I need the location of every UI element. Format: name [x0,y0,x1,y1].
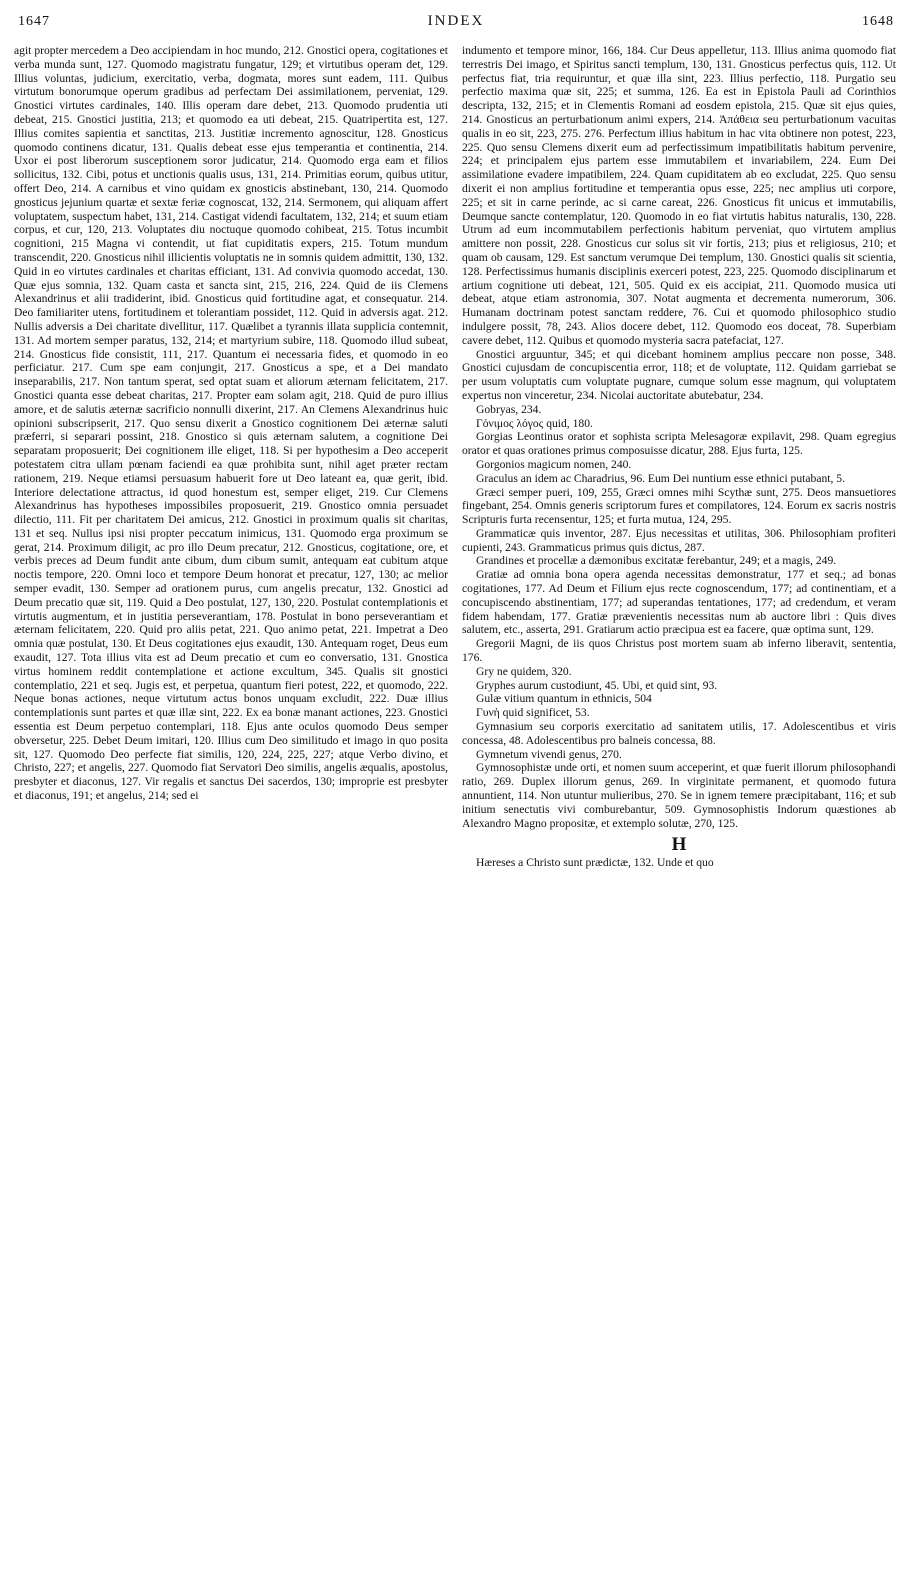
index-entry: Gymnosophistæ unde orti, et nomen suum acceperint, et quæ fuerit illorum philosophandi ratio, 269. Duplex illorum genus, 269. In virginitate permanent, et quomodo futura annuntient, 114. Non utuntur mulieribus, 270. Se in ignem temere præcipitabant, 116; et sub initium senectutis vivi comburebantur, 509. Gymnosophistis Indorum quæstiones ab Alexandro Magno propositæ, et extemplo solutæ, 270, 125. [462,761,896,830]
page-number-right: 1648 [862,14,894,29]
index-entry: Gulæ vitium quantum in ethnicis, 504 [476,692,652,706]
index-entry: Gobryas, 234. [476,402,542,416]
index-entry: Gorgonios magicum nomen, 240. [476,457,632,471]
index-entry: Gorgias Leontinus orator et sophista scripta Melesagoræ expilavit, 298. Quam egregius orator et quas orationes primus composuisse dicatur, 288. Ejus furta, 125. [462,430,896,458]
index-entry: indumento et tempore minor, 166, 184. Cur Deus appelletur, 113. Illius anima quomodo fiat terrestris Dei imago, et Spiritus sancti templum, 130, 131. Gnosticus perfectus quis, 112. Ut perfectus fiat, tria requiruntur, et quæ illa sint, 223. Illius perfectio, 118. Purgatio seu perfectio maxima quæ sit, 225; et summa, 126. Ea est in Epistola Pauli ad Corinthios descripta, 132, 215; et in Clementis Romani ad eosdem epistola, 215. Quæ sit ejus quies, 214. Gnosticus an perturbationum animi expers, 214. Ἀπάθεια seu perturbationum vacuitas qualis in eo sit, 223, 275. 276. Perfectum illius habitum in hac vita obtinere non potest, 223, 225. Quo sensu Clemens dixerit eum ad perfectissimum impatibilitatis habitum pervenire, 224; et principalem ejus partem esse immutabilem et invariabilem, 224. Eum Dei assimilatione evadere impatibilem, 224. Quam cupiditatem ab eo excludat, 225. Quo sensu dixerit ei non amplius fortitudine et temperantia opus esse, 225; nec amplius uti corpore, 225; et sit in carne perinde, ac si carne careat, 226. Gnosticus fit unicus et immutabilis, Deumque sancte contemplatur, 120. Quomodo in eo fiat virtutis habitus naturalis, 130, 228. Utrum ad eum incommutabilem perfectionis habitum perveniat, quo virtutem amplius amittere non possit, 228. Gnosticus cur solus sit vir fortis, 213; pius et religiosus, 210; et quam ob causam, 129. Est sanctum verumque Dei templum, 130. Gnostici qualis sit scientia, 128. Perfectissimus humanis disciplinis exerceri potest, 223, 225. Quomodo disciplinarum et artium cognitione uti debeat, 121, 505. Quid ex eis accipiat, 211. Quomodo musica uti debeat, atque etiam astronomia, 307. Notat augmenta et decrementa numerorum, 306. Humanam doctrinam potest sanctam reddere, 76. Cui et quomodo philosophico studio indulgere possit, 78, 243. Alios docere debet, 112. Quomodo eos doceat, 78. Superbiam cavere debet, 112. Quibus et quomodo mysteria sacra patefaciat, 127. [462,44,896,347]
index-entry: Gregorii Magni, de iis quos Christus post mortem suam ab inferno liberavit, sententia, 176. [462,637,896,665]
index-entry: Gryphes aurum custodiunt, 45. Ubi, et quid sint, 93. [476,678,718,692]
index-entry: Grammaticæ quis inventor, 287. Ejus necessitas et utilitas, 306. Philosophiam profiteri cupienti, 243. Grammaticus primus quis dictus, 287. [462,526,896,554]
page-header [12,10,900,36]
index-entry: Græci semper pueri, 109, 255, Græci omnes mihi Scythæ sunt, 275. Deos mansuetiores fingebant, 254. Omnis generis scriptorum fures et compilatores, 124. Eorum ex sacris nostris Scripturis furta recensentur, 125; et furta mutua, 124, 295. [462,485,896,527]
index-entry: Gymnasium seu corporis exercitatio ad sanitatem utilis, 17. Adolescentibus et viris concessa, 48. Adolescentibus pro balneis concessa, 88. [462,720,896,747]
index-entry: Γόνιμος λόγος quid, 180. [476,416,593,430]
index-entry: Gratiæ ad omnia bona opera agenda necessitas demonstratur, 177 et seq.; ad bonas cogitationes, 177. Ad Deum et Filium ejus recte cognoscendum, 177; ad continentiam, et a concupiscendo abstinentiam, 177; ad superandas tentationes, 177; ad credendum, et veram fidem habendam, 177. Gratiæ prævenientis necessitas num ab auctore libri : Quis dives salutem, etc., asserta, 291. Gratiarum actio præcipua est ea facere, quæ optima sunt, 129. [462,568,896,637]
page-number-left: 1647 [18,14,50,29]
right-column [462,44,896,870]
index-entry: Gry ne quidem, 320. [476,664,572,678]
index-entry: agit propter mercedem a Deo accipiendam in hoc mundo, 212. Gnostici opera, cogitationes et verba munda sunt, 127. Quomodo magistratu fungatur, 129; et virtutibus operam det, 129. Illius voluntas, judicium, exercitatio, verba, dogmata, mores sunt eadem, 111. Quibus virtutum bonorumque operum gradibus ad perfectam Dei assimilationem, perveniat, 129. Gnostici virtutes cardinales, 140. Illis operam dare debet, 213. Quomodo prudentia uti debeat, 215. Gnostici justitia, 213; et quomodo ea uti debeat, 215. Quatripertita est, 127. Illius comites sapientia et sanctitas, 213. Justitiæ incremento agnoscitur, 128. Gnosticus quomodo continens dicatur, 131. Qualis debeat esse ejus temperantia et continentia, 214. Uxor ei post liberorum susceptionem soror judicatur, 214. Quomodo erga eam et filios sollicitus, 132. Cibi, potus et unctionis qualis usus, 131, 214. Primitias eorum, quibus utitur, offert Deo, 214. A carnibus et vino quidam ex gnosticis abstinebant, 130, 214. Quomodo gnosticus jejunium quartæ et sextæ feriæ cognoscat, 132, 214. Sermonem, qui aliquam affert voluptatem, suspectum habet, 131, 214. Castigat videndi facultatem, 132, 214; et suum etiam corpus, et cur, 120, 213. Voluptates diu noctuque quomodo cohibeat, 215. Totus incumbit cognitioni, 215 Magna vi contendit, ut fiat cupiditatis expers, 215. Totum mundum transcendit, 220. Gnosticus nihil illicientis voluptatis ne in somnis quidem admittit, 130, 132. Quid in eo virtutes cardinales et charitas efficiant, 131. Ad convivia quomodo accedat, 130. Quæ ejus somnia, 132. Quam casta et sancta sint, 215, 216, 224. Quid de iis Clemens Alexandrinus et alii tradiderint, ibid. Gnosticus quid fortitudine agat, et consequatur. 214. Deo familiariter utens, fortitudinem et tolerantiam possidet, 112. Quid in adversis agat. 212. Nullis adversis a Dei charitate divellitur, 117. Quælibet a tyrannis illata supplicia contemnit, 131. Ad mortem semper paratus, 132, 214; et martyrium subire, 118. Quomodo illud subeat, 214. Gnosticus fide consistit, 111, 217. Quantum ei necessaria fides, et quomodo in eo perficiatur. 217. Cum spe eam conjungit, 217. Gnosticus a spe, et a Dei mandato inseparabilis, 217. Non tantum sperat, sed optat suam et aliorum æternam felicitatem, 217. Gnostici quanta esse debeat charitas, 217. Propter eam solam agit, 218. Quid de puro illius amore, et de salutis æternæ sacrificio nonnulli dixerint, 217. An Clemens Alexandrinus huic opinioni subscripserit, 217. Quo sensu dixerit a Gnostico cognitionem Dei æternæ saluti præferri, si separari possint, 218. Gnostico si quis æternam salutem, a cognitione Dei separatam proposuerit; Dei cognitionem ille eliget, 118. Si per hypothesim a Deo acceperit potestatem citra ullam pœnam faciendi ea quæ prohibita sunt, nihil aget præter rectam rationem, 219. Neque etiamsi persuasum habuerit fore ut Deo lateant ea, quæ gerit, ibid. Interiore delectatione attractus, id quod honestum est, semper eliget, 219. Cur Clemens Alexandrinus has hypotheses impossibiles proposuerit, 219. Gnostico omnia persuadet dilectio, 111. Fit per charitatem Dei amicus, 212. Gnostici in proximum qualis sit charitas, 131 et seq. Nullus ipsi nisi propter peccatum inimicus, 131. Quomodo erga proximum se gerat, 214. Proximum diligit, ac pro illo Deum precatur, 212. Gnosticus, cogitatione, ore, et verbis preces ad Deum fundit ante cibum, dum cibum sumit, antequam eat cubitum atque noctis tempore, 220. Omni loco et tempore Deum honorat et precatur, 127, 130; ac melior semper evadit, 130. Semper ad orationem purus, cum angelis precatur, 132. Gnostici ad Deum precatio quæ sit, 119. Quid a Deo postulat, 127, 130, 220. Postulat contemplationis et virtutis augmentum, et in justitia perseverantiam, 178. Postulat in bono perseverantiam et æternam felicitatem, 220. Quid pro aliis petat, 221. Quo animo petat, 221. Impetrat a Deo omnia quæ postulat, 130. Et Deus cogitationes ejus exaudit, 130. Antequam roget, Deus eum exaudit, 127. Tota illius vita est ad Deum precatio et cum eo conversatio, 131. Gnostica virtus hominem reddit contemplatione et actione excultum, 345. Qualis sit gnostici contemplatio, 221 et seq. Jugis est, et perpetua, quantum fieri potest, 222, et quomodo, 222. Neque bonas actiones, neque virtutum actus bonos unquam excludit, 222. Duæ illius contemplationis sunt partes et quæ illæ sint, 222. Ex ea bonæ manant actiones, 223. Gnostici essentia est Deum perpetuo contemplari, 118. Ejus ante oculos quomodo Deus semper obversetur, 225. Debet Deum imitari, 120. Illius cum Deo similitudo et imago in quo posita sit, 127. Quomodo Deo perfecte fiat similis, 120, 224, 225, 227; atque Verbo divino, et Christo, 227; et angelis, 227. Quomodo fiat Servatori Deo similis, angelis æqualis, apostolus, presbyter et diaconus, 127. Vir regalis et sanctus Dei sacerdos, 130; improprie est presbyter et diaconus, 191; et angelus, 214; sed ei [14,44,448,803]
index-entry: Gymnetum vivendi genus, 270. [476,747,622,761]
index-entry: Hæreses a Christo sunt prædictæ, 132. Unde et quo [476,856,714,870]
index-entry: Graculus an idem ac Charadrius, 96. Eum Dei nuntium esse ethnici putabant, 5. [476,471,845,485]
section-letter-heading: H [671,834,687,856]
index-entry: Gnostici arguuntur, 345; et qui dicebant hominem amplius peccare non posse, 348. Gnostici cujusdam de concupiscentia error, 118; et de voluptate, 112. Quidam garriebat se per usum voluptatis cum voluptate pugnare, cumque solum esse magnum, qui voluptatem expertus non vinceretur, 234. Nicolai auctoritate abutebatur, 234. [462,347,896,402]
index-entry: Grandines et procellæ a dæmonibus excitatæ ferebantur, 249; et a magis, 249. [476,554,837,568]
index-entry: Γυνὴ quid significet, 53. [476,706,590,720]
left-column [14,44,448,803]
running-title: INDEX [427,13,485,29]
